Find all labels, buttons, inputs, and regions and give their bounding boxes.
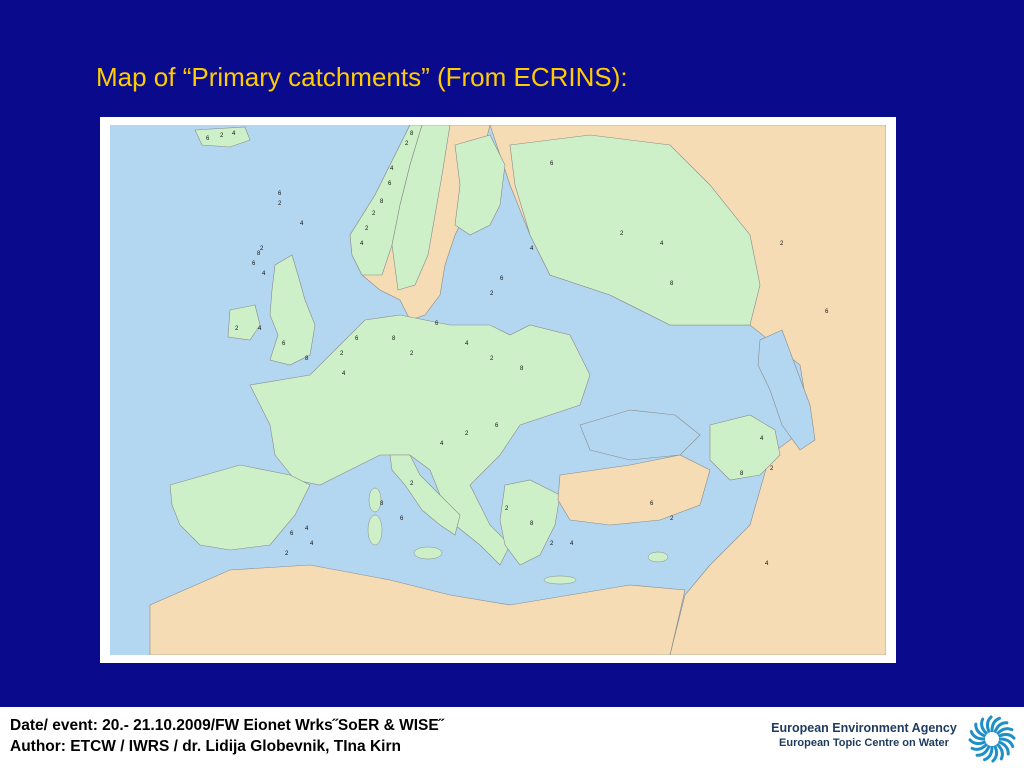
agency-name: European Environment Agency — [771, 721, 957, 735]
catchment-label: 2 — [550, 541, 554, 547]
catchment-label: 4 — [342, 371, 346, 377]
catchment-label: 4 — [300, 221, 304, 227]
catchment-label: 8 — [257, 251, 261, 257]
catchment-label: 8 — [530, 521, 534, 527]
catchment-label: 2 — [490, 356, 494, 362]
catchment-label: 6 — [206, 136, 210, 142]
catchment-label: 6 — [400, 516, 404, 522]
catchment-label: 2 — [770, 466, 774, 472]
catchment-label: 2 — [372, 211, 376, 217]
map-frame — [100, 117, 896, 663]
catchment-label: 4 — [465, 341, 469, 347]
land-sicily — [414, 547, 442, 559]
catchment-label: 4 — [530, 246, 534, 252]
catchment-label: 4 — [232, 131, 236, 137]
catchment-label: 8 — [520, 366, 524, 372]
catchment-label: 4 — [262, 271, 266, 277]
catchment-label: 6 — [282, 341, 286, 347]
catchment-label: 4 — [390, 166, 394, 172]
footer-line-2: Author: ETCW / IWRS / dr. Lidija Globevnik, TIna Kirn — [10, 738, 401, 755]
catchment-label: 6 — [650, 501, 654, 507]
catchment-label: 8 — [740, 471, 744, 477]
catchment-label: 6 — [500, 276, 504, 282]
catchment-label: 6 — [252, 261, 256, 267]
catchment-label: 4 — [760, 436, 764, 442]
footer-line-1: Date/ event: 20.- 21.10.2009/FW Eionet Wrks˝SoER & WISE˝ — [10, 717, 444, 734]
catchment-label: 4 — [570, 541, 574, 547]
catchment-label: 2 — [505, 506, 509, 512]
catchment-label: 8 — [380, 501, 384, 507]
footer — [0, 707, 1024, 768]
land-corsica — [369, 488, 381, 512]
catchment-label: 6 — [355, 336, 359, 342]
catchment-label: 2 — [260, 246, 264, 252]
catchment-label: 6 — [278, 191, 282, 197]
catchment-label: 6 — [825, 309, 829, 315]
catchment-label: 2 — [285, 551, 289, 557]
catchment-label: 6 — [435, 321, 439, 327]
eea-logo-icon — [966, 713, 1018, 765]
catchment-label: 6 — [290, 531, 294, 537]
catchment-label: 2 — [410, 481, 414, 487]
catchment-label: 2 — [405, 141, 409, 147]
catchment-label: 6 — [550, 161, 554, 167]
catchment-label: 8 — [380, 199, 384, 205]
catchment-label: 2 — [465, 431, 469, 437]
catchment-label: 2 — [235, 326, 239, 332]
catchment-label: 6 — [495, 423, 499, 429]
land-cyprus — [648, 552, 668, 562]
agency-subtitle: European Topic Centre on Water — [779, 737, 949, 749]
slide-title: Map of “Primary catchments” (From ECRINS): — [96, 62, 628, 92]
catchment-label: 2 — [780, 241, 784, 247]
land-sardinia — [368, 515, 382, 545]
catchment-label: 2 — [220, 133, 224, 139]
agency-block — [764, 721, 964, 749]
catchment-label: 4 — [305, 526, 309, 532]
catchment-label: 8 — [305, 356, 309, 362]
catchment-label: 4 — [258, 326, 262, 332]
catchment-label: 4 — [310, 541, 314, 547]
footer-text — [10, 715, 444, 757]
catchment-label: 2 — [278, 201, 282, 207]
catchment-label: 8 — [670, 281, 674, 287]
land-crete — [544, 576, 576, 584]
catchment-label: 2 — [670, 516, 674, 522]
catchment-label: 4 — [660, 241, 664, 247]
catchment-map — [110, 125, 886, 655]
catchment-label: 4 — [360, 241, 364, 247]
catchment-label: 2 — [490, 291, 494, 297]
catchment-label: 8 — [392, 336, 396, 342]
catchment-label: 4 — [440, 441, 444, 447]
catchment-label: 8 — [410, 131, 414, 137]
catchment-label: 2 — [365, 226, 369, 232]
catchment-label: 6 — [388, 181, 392, 187]
catchment-label: 2 — [620, 231, 624, 237]
catchment-label: 4 — [765, 561, 769, 567]
catchment-label: 2 — [410, 351, 414, 357]
catchment-label: 2 — [340, 351, 344, 357]
